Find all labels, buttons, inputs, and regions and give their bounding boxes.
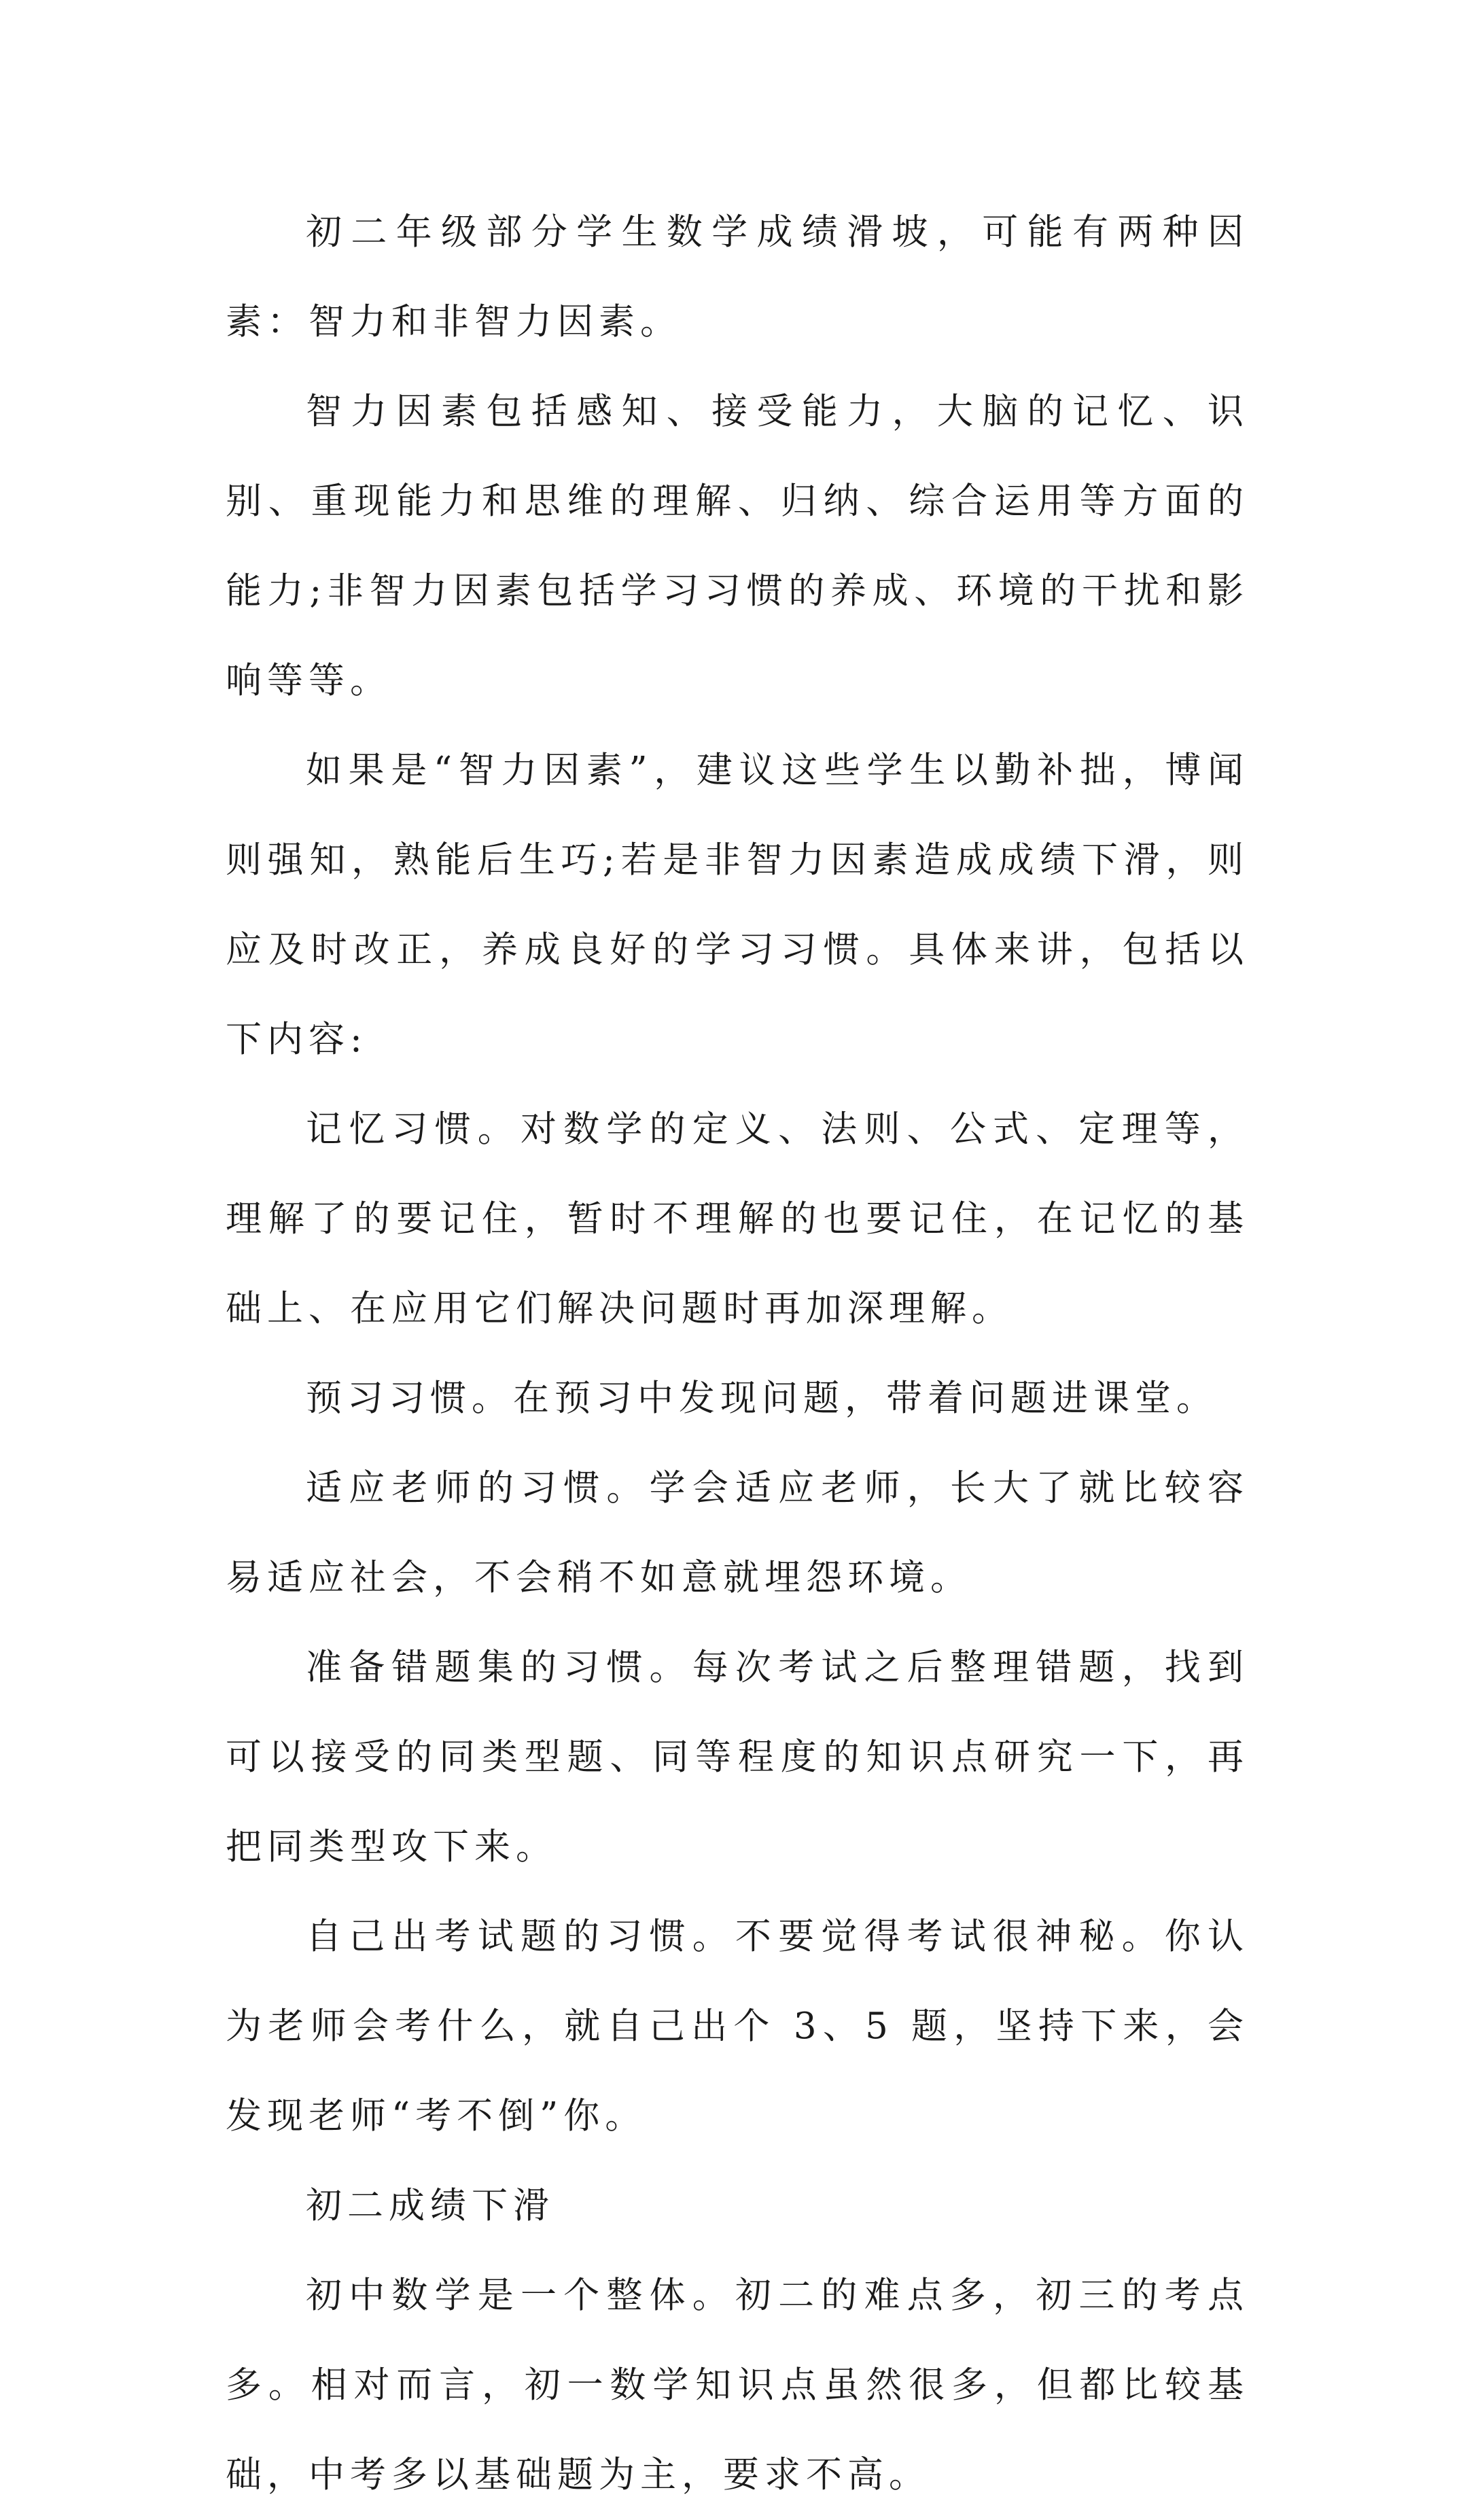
section-heading: 初二成绩下滑 xyxy=(306,2185,555,2226)
paragraph-2: 智力因素包括感知、接受能力，大脑的记忆、识别、重现能力和思维的理解、归纳、综合运用等方面的能力;非智力因素包括学习习惯的养成、环境的干扰和影响等等。 xyxy=(226,391,1249,701)
paragraph-4: 记忆习惯。对数学的定义、法则、公式、定理等，理解了的要记住，暂时不理解的也要记住，在记忆的基础上、在应用它们解决问题时再加深理解。 xyxy=(226,1108,1249,1329)
paragraph-7: 准备错题集的习惯。每次考试之后整理错题，找到可以接受的同类型题、同等程度的知识点研究一下，再把同类型攻下来。 xyxy=(226,1647,1249,1868)
paragraph-5: 预习习惯。在预习中发现问题，带着问题进课堂。 xyxy=(306,1378,1218,1419)
paragraph-6: 适应老师的习惯。学会适应老师，长大了就比较容易适应社会，不会稍不如意就埋怨环境。 xyxy=(226,1467,1249,1598)
paragraph-3: 如果是“智力因素”，建议这些学生以勤补拙，博闻则强知，熟能后生巧;若是非智力因素造成成绩下滑，则应及时改正，养成良好的学习习惯。具体来讲，包括以下内容: xyxy=(226,750,1249,1060)
paragraph-8: 自己出考试题的习惯。不要觉得考试很神秘。你认为老师会考什么，就自己出个 3、5 题，坚持下来，会发现老师“考不倒”你。 xyxy=(226,1916,1249,2137)
document-body xyxy=(226,188,1249,2520)
paragraph-1: 初二年级部分学生数学成绩滑坡，可能有两种因素：智力和非智力因素。 xyxy=(226,211,1249,343)
paragraph-10: 初中数学是一个整体。初二的难点多，初三的考点多。相对而言，初一数学知识点虽然很多，但都比较基础，中考多以基础题为主，要求不高。 xyxy=(226,2275,1249,2496)
